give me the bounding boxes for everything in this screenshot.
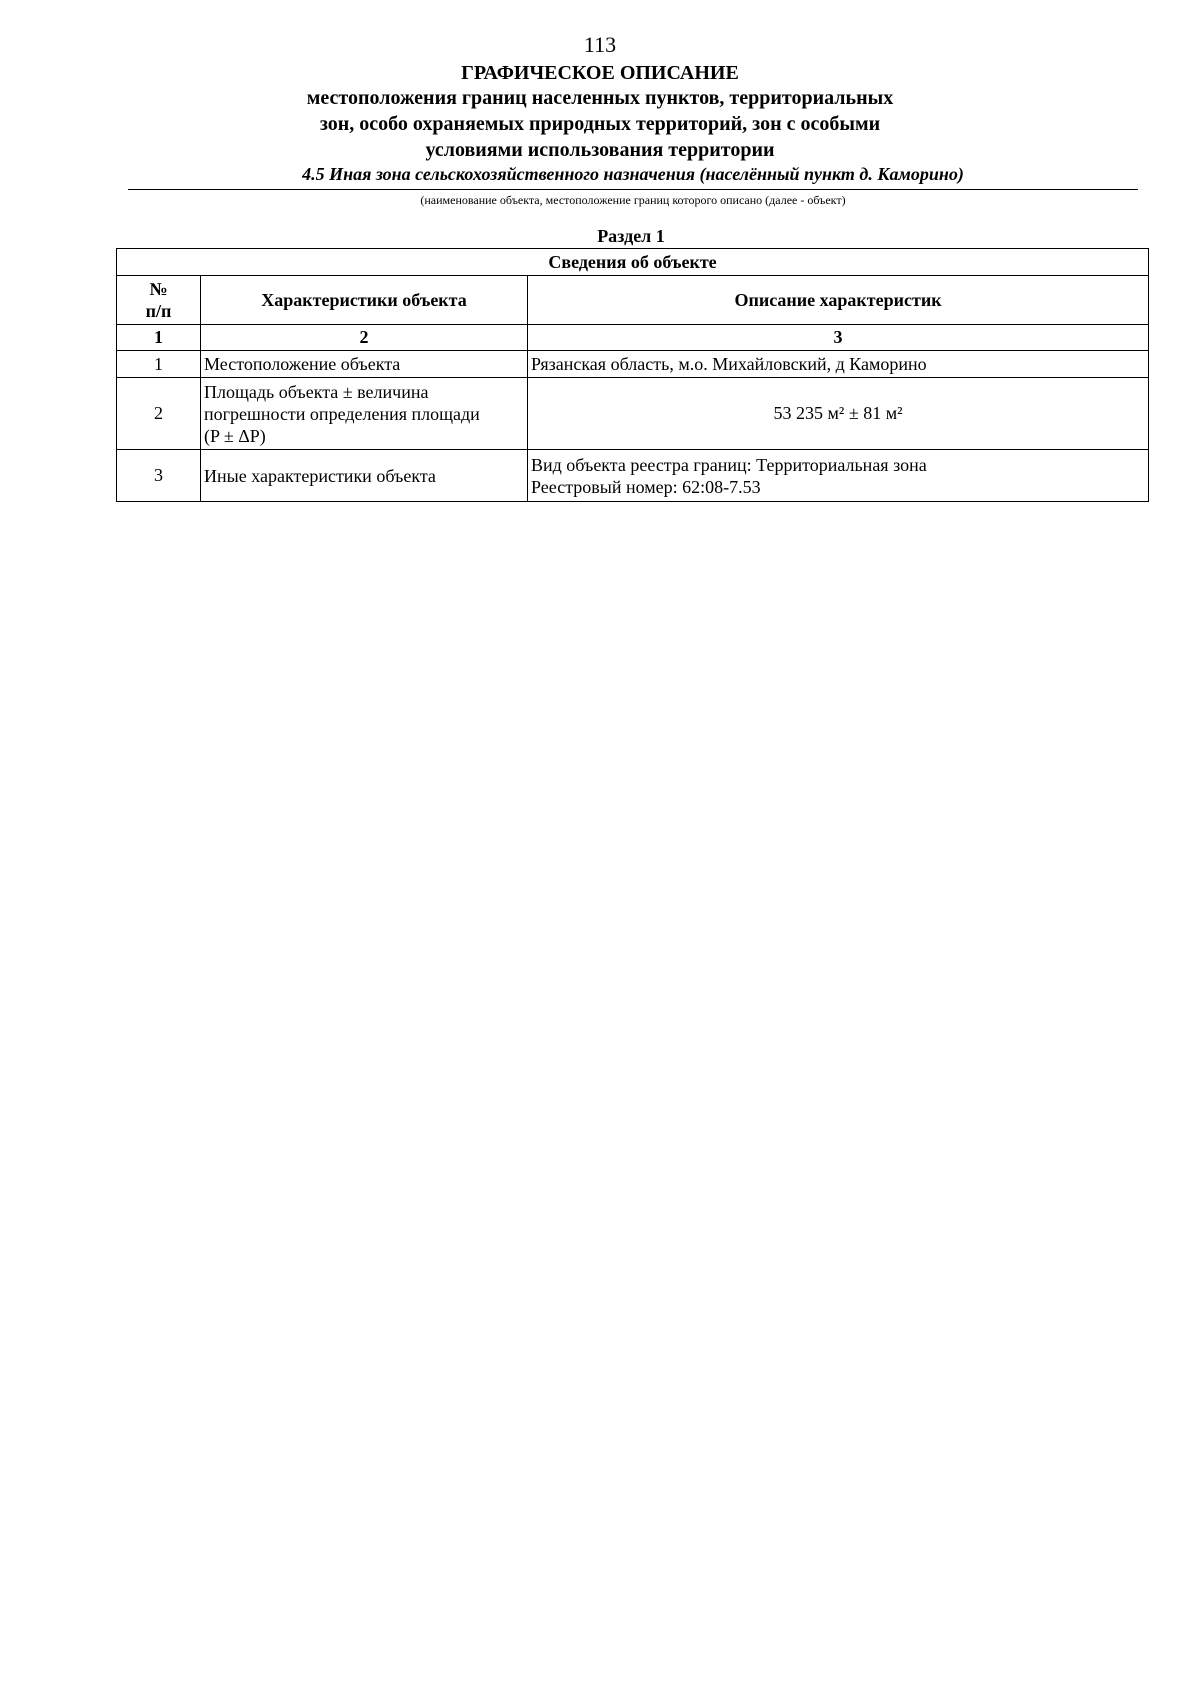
- row-number: 3: [117, 450, 201, 502]
- object-name: 4.5 Иная зона сельскохозяйственного назначения (населённый пункт д. Каморино): [302, 164, 964, 184]
- table-caption: Сведения об объекте: [117, 249, 1149, 276]
- column-number: 2: [201, 325, 528, 351]
- header-number: [117, 276, 201, 325]
- row-description: [528, 450, 1149, 502]
- table-caption-row: [117, 249, 1149, 276]
- document-title: ГРАФИЧЕСКОЕ ОПИСАНИЕ: [461, 62, 739, 84]
- row-characteristic: [201, 378, 528, 450]
- column-number: 3: [528, 325, 1149, 351]
- header-number-line: №: [149, 279, 168, 299]
- subtitle-line: местоположения границ населенных пунктов, территориальных: [306, 87, 894, 109]
- row-description: [528, 351, 1149, 378]
- header-number-line: п/п: [145, 301, 172, 321]
- table-row: [117, 450, 1149, 502]
- description-line: Реестровый номер: 62:08-7.53: [531, 476, 761, 497]
- header-description: Описание характеристик: [528, 276, 1149, 325]
- characteristic-line: Местоположение объекта: [204, 354, 401, 374]
- characteristic-line: погрешности определения площади: [204, 403, 480, 424]
- row-description: [528, 378, 1149, 450]
- table-header-row: [117, 276, 1149, 325]
- row-number: 2: [117, 378, 201, 450]
- subtitle-line: зон, особо охраняемых природных территорий, зон с особыми: [319, 113, 881, 135]
- description-line: Вид объекта реестра границ: Территориальная зона: [531, 454, 927, 475]
- table-row: [117, 378, 1149, 450]
- section-title: Раздел 1: [597, 226, 665, 246]
- object-info-table: [116, 248, 1149, 502]
- table-row: [117, 351, 1149, 378]
- row-characteristic: [201, 351, 528, 378]
- document-subtitle: [0, 85, 1200, 163]
- row-characteristic: [201, 450, 528, 502]
- characteristic-line: Иные характеристики объекта: [204, 465, 436, 486]
- column-number-row: [117, 325, 1149, 351]
- page-number: 113: [583, 32, 617, 57]
- object-name-caption: (наименование объекта, местоположение границ которого описано (далее - объект): [420, 193, 846, 207]
- characteristic-line: Площадь объекта ± величина: [204, 381, 429, 402]
- header-characteristics: Характеристики объекта: [201, 276, 528, 325]
- description-line: Рязанская область, м.о. Михайловский, д Каморино: [531, 354, 927, 374]
- object-name-underline: [128, 189, 1138, 190]
- subtitle-line: условиями использования территории: [425, 139, 775, 161]
- characteristic-line: (P ± ΔP): [204, 425, 266, 446]
- row-number: 1: [117, 351, 201, 378]
- column-number: 1: [117, 325, 201, 351]
- description-line: 53 235 м² ± 81 м²: [773, 403, 903, 423]
